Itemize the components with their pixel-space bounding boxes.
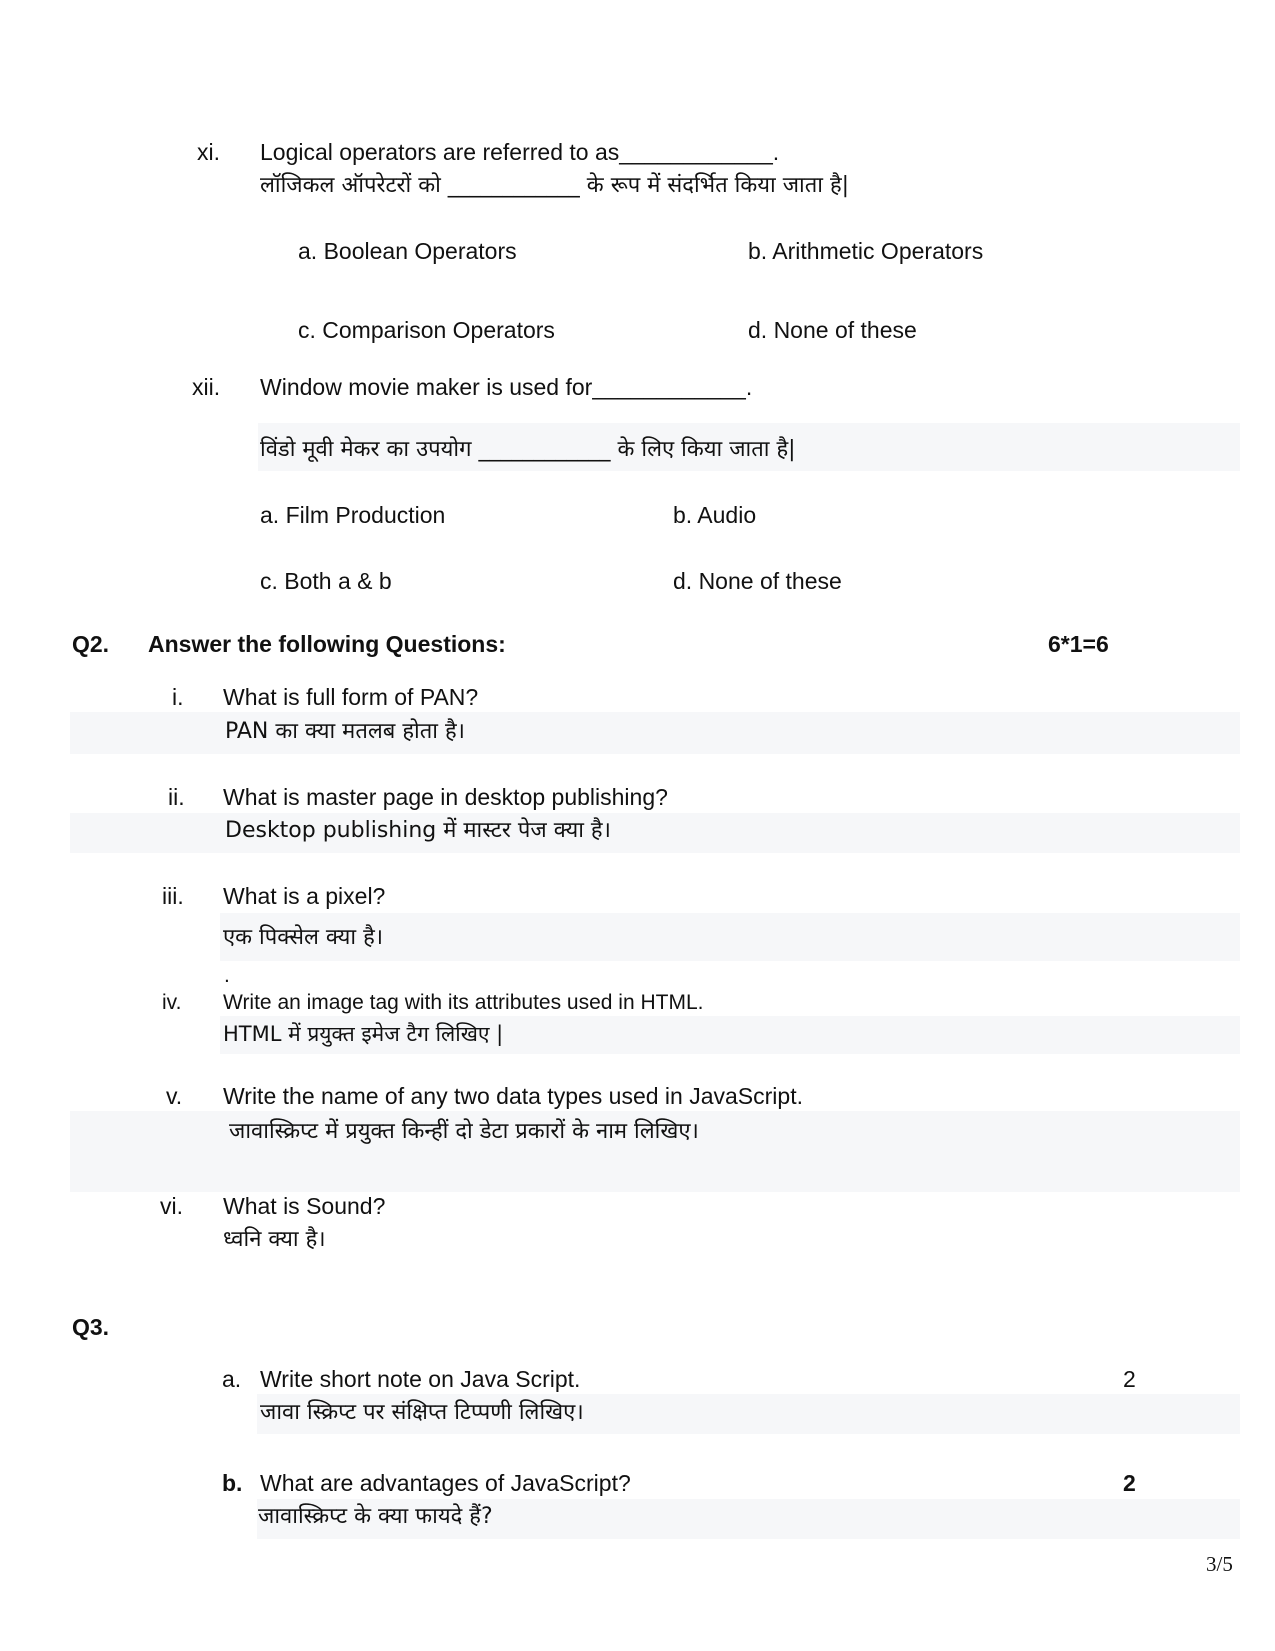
q2-item-hindi: एक पिक्सेल क्या है। [223, 925, 384, 950]
q2-item-number: i. [172, 684, 184, 710]
q3-item-english: What are advantages of JavaScript? [260, 1470, 631, 1496]
question-xi-english: Logical operators are referred to as____________. [260, 139, 780, 165]
q2-item-hindi: ध्वनि क्या है। [223, 1227, 326, 1252]
option-xi-b: b. Arithmetic Operators [748, 238, 984, 264]
q2-item-number: v. [166, 1083, 183, 1109]
option-xii-b: b. Audio [673, 502, 757, 528]
question-xii-hindi: विंडो मूवी मेकर का उपयोग ____________ के लिए किया जाता है| [260, 437, 796, 462]
q2-item-english: What is Sound? [223, 1193, 386, 1219]
q2-item-hindi: Desktop publishing में मास्टर पेज क्या है। [225, 818, 611, 843]
option-xii-d: d. None of these [673, 568, 842, 594]
question-number-xii: xii. [192, 374, 221, 400]
q2-item-english: What is a pixel? [223, 883, 386, 909]
q3-item-hindi: जावास्क्रिप्ट के क्या फायदे हैं? [258, 1504, 493, 1529]
option-xii-c: c. Both a & b [260, 568, 392, 594]
q2-item-number: iii. [162, 883, 184, 909]
q2-item-english: What is master page in desktop publishing? [223, 784, 668, 810]
option-xi-d: d. None of these [748, 317, 917, 343]
q2-item-hindi: HTML में प्रयुक्त इमेज टैग लिखिए | [223, 1022, 504, 1046]
q2-item-number: ii. [168, 784, 185, 810]
q3-item-marks: 2 [1123, 1470, 1136, 1496]
question-xii-english: Window movie maker is used for____________. [260, 374, 753, 400]
q2-item-english: Write the name of any two data types used in JavaScript. [223, 1083, 803, 1109]
page-number: 3/5 [1206, 1552, 1233, 1576]
q3-item-english: Write short note on Java Script. [260, 1366, 581, 1392]
option-xi-c: c. Comparison Operators [298, 317, 555, 343]
q3-item-hindi: जावा स्क्रिप्ट पर संक्षिप्त टिप्पणी लिखिए। [260, 1400, 584, 1425]
question-xi-hindi: लॉजिकल ऑपरेटरों को ____________ के रूप में संदर्भित किया जाता है| [260, 173, 850, 198]
q3-label: Q3. [72, 1314, 110, 1340]
q2-item-hindi: जावास्क्रिप्ट में प्रयुक्त किन्हीं दो डेटा प्रकारों के नाम लिखिए। [229, 1119, 699, 1144]
q2-item-number: iv. [162, 991, 182, 1014]
q3-item-marks: 2 [1123, 1366, 1136, 1392]
q2-item-hindi: PAN का क्या मतलब होता है। [225, 719, 465, 744]
q2-item-english: Write an image tag with its attributes used in HTML. [223, 991, 704, 1014]
question-number-xi: xi. [197, 139, 220, 165]
q2-label: Q2. [72, 631, 110, 657]
q3-item-number: b. [222, 1470, 243, 1496]
q2-title: Answer the following Questions: [148, 631, 506, 657]
stray-dot: . [224, 964, 230, 987]
q2-marks: 6*1=6 [1048, 631, 1109, 657]
q2-item-number: vi. [160, 1193, 183, 1219]
q3-item-number: a. [222, 1366, 242, 1392]
option-xii-a: a. Film Production [260, 502, 446, 528]
option-xi-a: a. Boolean Operators [298, 238, 517, 264]
q2-item-english: What is full form of PAN? [223, 684, 479, 710]
